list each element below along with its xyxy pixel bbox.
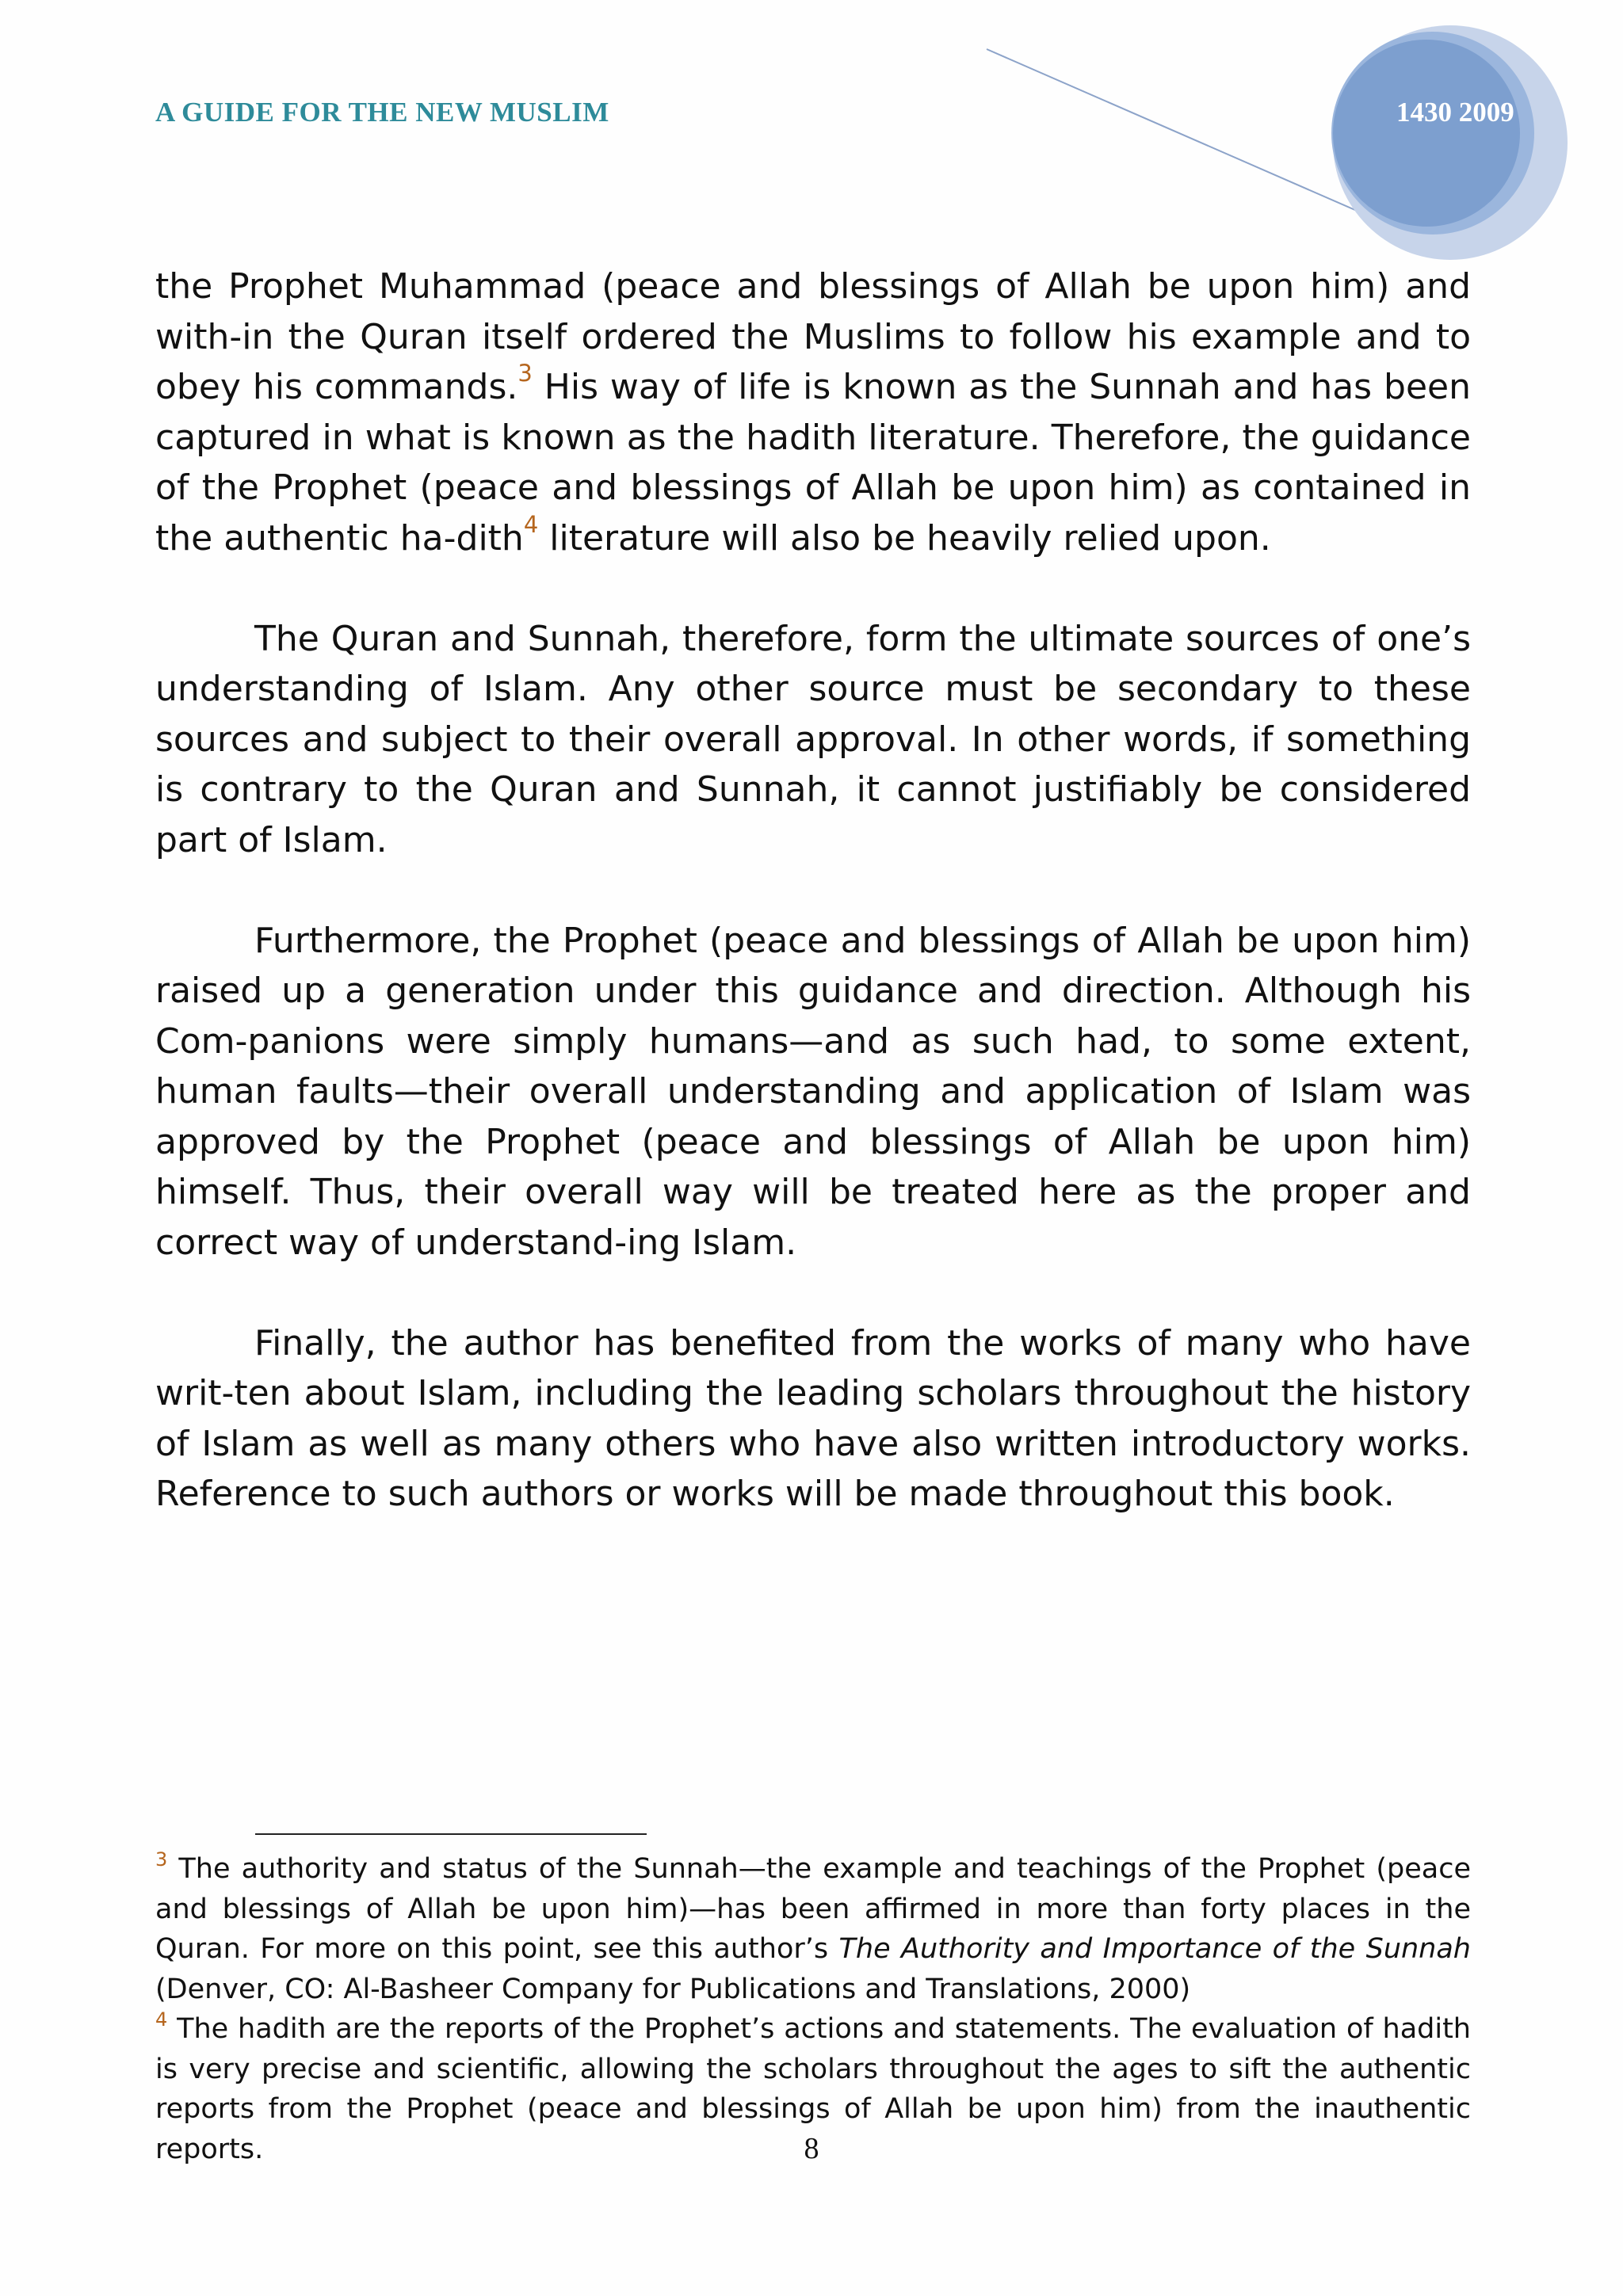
header-circle-inner [1333,40,1520,227]
paragraph-3: Furthermore, the Prophet (peace and blessings of Allah be upon him) raised up a generation under this guidance and direction. Although his Com-panions were simply humans—and as such had, to some extent, human faults—their overall understanding and application of Islam was approved by the Prophet (peace and blessings of Allah be upon him) himself. Thus, their overall way will be treated here as the proper and correct way of understand-ing Islam. [155,920,1471,1263]
footnote-ref-4[interactable]: 4 [523,510,539,538]
footnote-4-marker: 4 [155,2008,168,2031]
footnote-3-marker: 3 [155,1848,168,1871]
footnote-separator [255,1833,647,1835]
paragraph-1: the Prophet Muhammad (peace and blessings of Allah be upon him) and with-in the Quran itself ordered the Muslims to follow his example and to obey his commands.$^3$ His way of life is known as the Sunnah and has been captured in what is known as the hadith literature. Therefore, the guidance of the Prophet (peace and blessings of Allah be upon him) as contained in the authentic ha-dith$^4$ literature will also be heavily relied upon. [155,266,1471,559]
footnotes [155,1849,1471,2169]
running-header-year: 1430 2009 [1396,97,1514,128]
body-text [155,261,1471,1520]
page-number: 8 [804,2132,819,2165]
paragraph-2: The Quran and Sunnah, therefore, form the ultimate sources of one’s understanding of Islam. Any other source must be secondary to these sources and subject to their overall approval. In other words, if something is contrary to the Quran and Sunnah, it cannot justifiably be considered part of Islam. [155,618,1471,860]
header-decoration [0,0,1623,269]
running-header-title: A GUIDE FOR THE NEW MUSLIM [155,97,609,128]
footnote-3-book-title: The Authority and Importance of the Sunnah [838,1933,1471,1965]
footnote-4: $^4$ The hadith are the reports of the Prophet’s actions and statements. The evaluation of hadith is very precise and scientific, allowing the scholars throughout the ages to sift the authentic reports from the Prophet (peace and blessings of Allah be upon him) from the inauthentic reports. [155,2008,1471,2165]
footnote-ref-3[interactable]: 3 [517,360,533,387]
footnote-3: $^3$ The authority and status of the Sunnah—the example and teachings of the Prophet (peace and blessings of Allah be upon him)—has been affirmed in more than forty places in the Quran. For more on this point, see this author’s The Authority and Importance of the Sunnah (Denver, CO: Al-Basheer Company for Publications and Translations, 2000) [155,1848,1471,2005]
paragraph-4: Finally, the author has benefited from the works of many who have writ-ten about Islam, including the leading scholars throughout the history of Islam as well as many others who have also written introductory works. Reference to such authors or works will be made throughout this book. [155,1322,1471,1514]
